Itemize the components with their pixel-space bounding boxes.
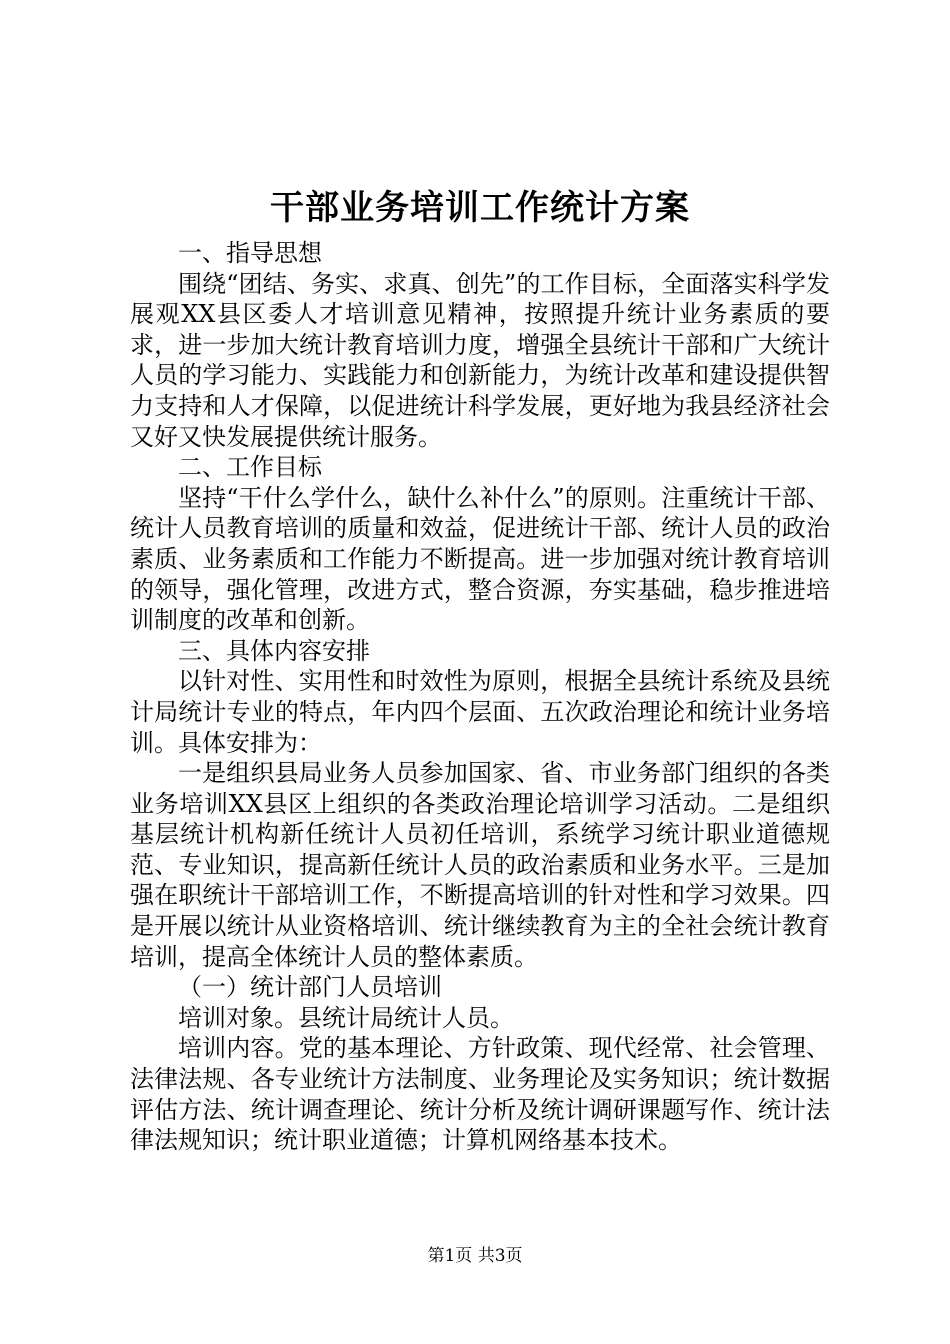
page-footer [0,1244,950,1268]
document-page [130,180,830,1156]
paragraph: 围绕“团结、务实、求真、创先”的工作目标，全面落实科学发展观XX县区委人才培训意见精神，按照提升统计业务素质的要求，进一步加大统计教育培训力度，增强全县统计干部和广大统计人员的学习能力、实践能力和创新能力，为统计改革和建设提供智力支持和人才保障，以促进统计科学发展，更好地为我县经济社会又好又快发展提供统计服务。 [130,269,830,451]
section-heading: 三、具体内容安排 [178,636,370,665]
paragraph: 以针对性、实用性和时效性为原则，根据全县统计系统及县统计局统计专业的特点，年内四个层面、五次政治理论和统计业务培训。具体安排为： [130,667,830,757]
section-heading: 二、工作目标 [178,453,322,482]
section-heading: 一、指导思想 [178,239,322,267]
subsection-heading: （一）统计部门人员培训 [178,973,442,1002]
paragraph: 培训对象。县统计局统计人员。 [178,1003,514,1032]
paragraph: 培训内容。党的基本理论、方针政策、现代经常、社会管理、法律法规、各专业统计方法制度、业务理论及实务知识；统计数据评估方法、统计调查理论、统计分析及统计调研课题写作、统计法律法规知识；统计职业道德；计算机网络基本技术。 [130,1034,830,1155]
paragraph: 一是组织县局业务人员参加国家、省、市业务部门组织的各类业务培训XX县区上组织的各类政治理论培训学习活动。二是组织基层统计机构新任统计人员初任培训，系统学习统计职业道德规范、专业知识，提高新任统计人员的政治素质和业务水平。三是加强在职统计干部培训工作，不断提高培训的针对性和学习效果。四是开展以统计从业资格培训、统计继续教育为主的全社会统计教育培训，提高全体统计人员的整体素质。 [130,759,830,971]
page-number-indicator: 第1页 共3页 [427,1246,523,1266]
document-title: 干部业务培训工作统计方案 [270,188,690,228]
paragraph: 坚持“干什么学什么，缺什么补什么”的原则。注重统计干部、统计人员教育培训的质量和效益，促进统计干部、统计人员的政治素质、业务素质和工作能力不断提高。进一步加强对统计教育培训的领导，强化管理，改进方式，整合资源，夯实基础，稳步推进培训制度的改革和创新。 [130,483,830,635]
